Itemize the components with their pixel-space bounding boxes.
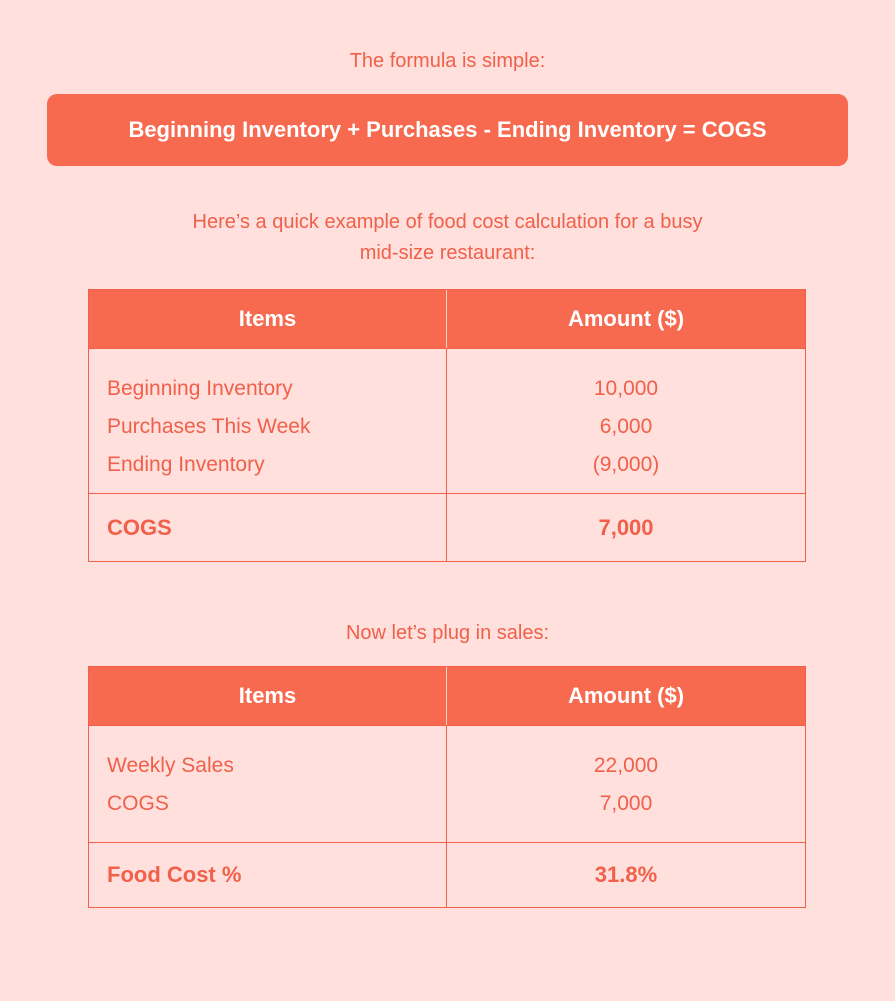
table-row-item: Purchases This Week (107, 415, 311, 438)
table-total-row (89, 494, 805, 561)
header-amount: Amount ($) (567, 683, 685, 708)
items-column (89, 349, 447, 493)
table-row-amount: (9,000) (592, 453, 660, 476)
food-cost-table (88, 666, 806, 908)
header-items: Items (89, 667, 447, 725)
amount-column (447, 726, 805, 842)
table-header-row (89, 290, 805, 348)
table-body (89, 725, 805, 843)
table-row-item: COGS (107, 792, 169, 815)
amount-column (447, 349, 805, 493)
table-row-amount: 22,000 (593, 754, 659, 777)
table-row-item: Beginning Inventory (107, 377, 293, 400)
formula-banner (47, 94, 848, 166)
total-amount: 31.8% (594, 862, 658, 887)
header-items: Items (89, 290, 447, 348)
items-column (89, 726, 447, 842)
table-row-item: Weekly Sales (107, 754, 234, 777)
total-amount: 7,000 (598, 514, 654, 540)
formula-text: Beginning Inventory + Purchases - Ending Inventory = COGS (128, 117, 767, 142)
intro-text: The formula is simple: (349, 50, 546, 72)
table-row-amount: 6,000 (599, 415, 653, 438)
table-header-row (89, 667, 805, 725)
example-line-1: Here’s a quick example of food cost calculation for a busy (192, 211, 703, 233)
total-label: Food Cost % (89, 843, 447, 907)
table-body (89, 348, 805, 494)
sales-intro: Now let’s plug in sales: (345, 622, 550, 644)
header-amount: Amount ($) (567, 306, 685, 331)
cogs-table (88, 289, 806, 562)
table-row-amount: 7,000 (599, 792, 653, 815)
table-row-amount: 10,000 (593, 377, 659, 400)
table-row-item: Ending Inventory (107, 453, 265, 476)
table-total-row (89, 843, 805, 907)
total-label: COGS (89, 494, 447, 561)
example-intro (0, 207, 895, 269)
example-line-2: mid-size restaurant: (359, 242, 536, 264)
